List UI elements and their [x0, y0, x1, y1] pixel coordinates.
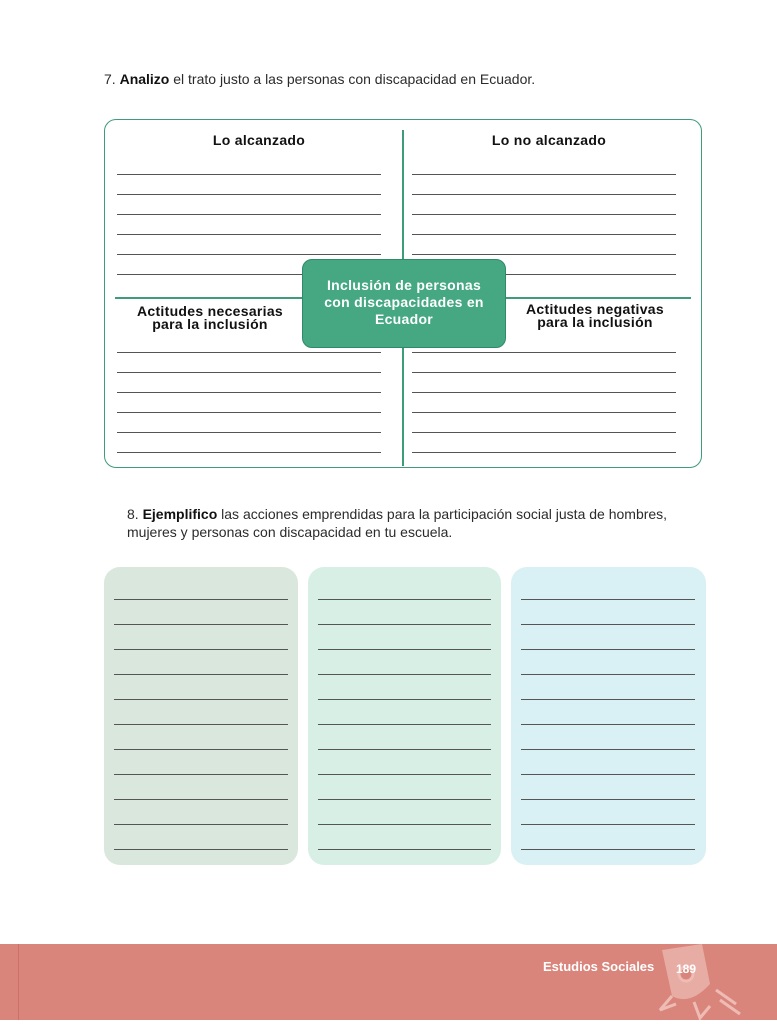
answer-card-2 [308, 567, 501, 865]
quadrant-heading-negative-attitudes [505, 303, 685, 329]
quadrant-heading-negative-line2: para la inclusión [537, 314, 653, 330]
write-lines-card-1[interactable] [114, 599, 288, 874]
central-topic-line2: con discapacidades en [324, 294, 484, 310]
question-7 [104, 71, 535, 87]
footer-margin-line [18, 944, 19, 1020]
page-footer [0, 944, 777, 1020]
write-lines-card-2[interactable] [318, 599, 491, 874]
question-7-text: el trato justo a las personas con discapacidad en Ecuador. [169, 71, 536, 87]
answer-card-1 [104, 567, 298, 865]
write-lines-necessary[interactable] [117, 352, 381, 472]
question-8-verb: Ejemplifico [142, 506, 218, 522]
write-lines-card-3[interactable] [521, 599, 695, 874]
central-topic-box [302, 259, 506, 348]
question-8 [127, 505, 717, 541]
central-topic-line3: Ecuador [374, 311, 434, 327]
quadrant-heading-necessary-attitudes [115, 305, 305, 331]
question-7-verb: Analizo [119, 71, 170, 87]
question-7-number: 7. [104, 71, 116, 87]
quadrant-heading-not-achieved: Lo no alcanzado [491, 132, 607, 148]
subject-name: Estudios Sociales [543, 959, 655, 974]
page-number: 189 [676, 962, 697, 976]
question-8-number: 8. [127, 506, 139, 522]
rocket-icon [650, 944, 760, 1020]
quadrant-heading-necessary-line2: para la inclusión [152, 316, 268, 332]
question-8-text: las acciones emprendidas para la participación social justa de hombres, mujeres y personas con discapacidad en tu escuela. [127, 506, 668, 540]
central-topic-line1: Inclusión de personas [326, 277, 482, 293]
graphic-organizer [104, 119, 702, 468]
answer-card-3 [511, 567, 706, 865]
quadrant-heading-negative-line1: Actitudes negativas [526, 301, 664, 317]
write-lines-negative[interactable] [412, 352, 676, 472]
quadrant-heading-necessary-line1: Actitudes necesarias [136, 303, 284, 319]
quadrant-heading-achieved: Lo alcanzado [212, 132, 306, 148]
